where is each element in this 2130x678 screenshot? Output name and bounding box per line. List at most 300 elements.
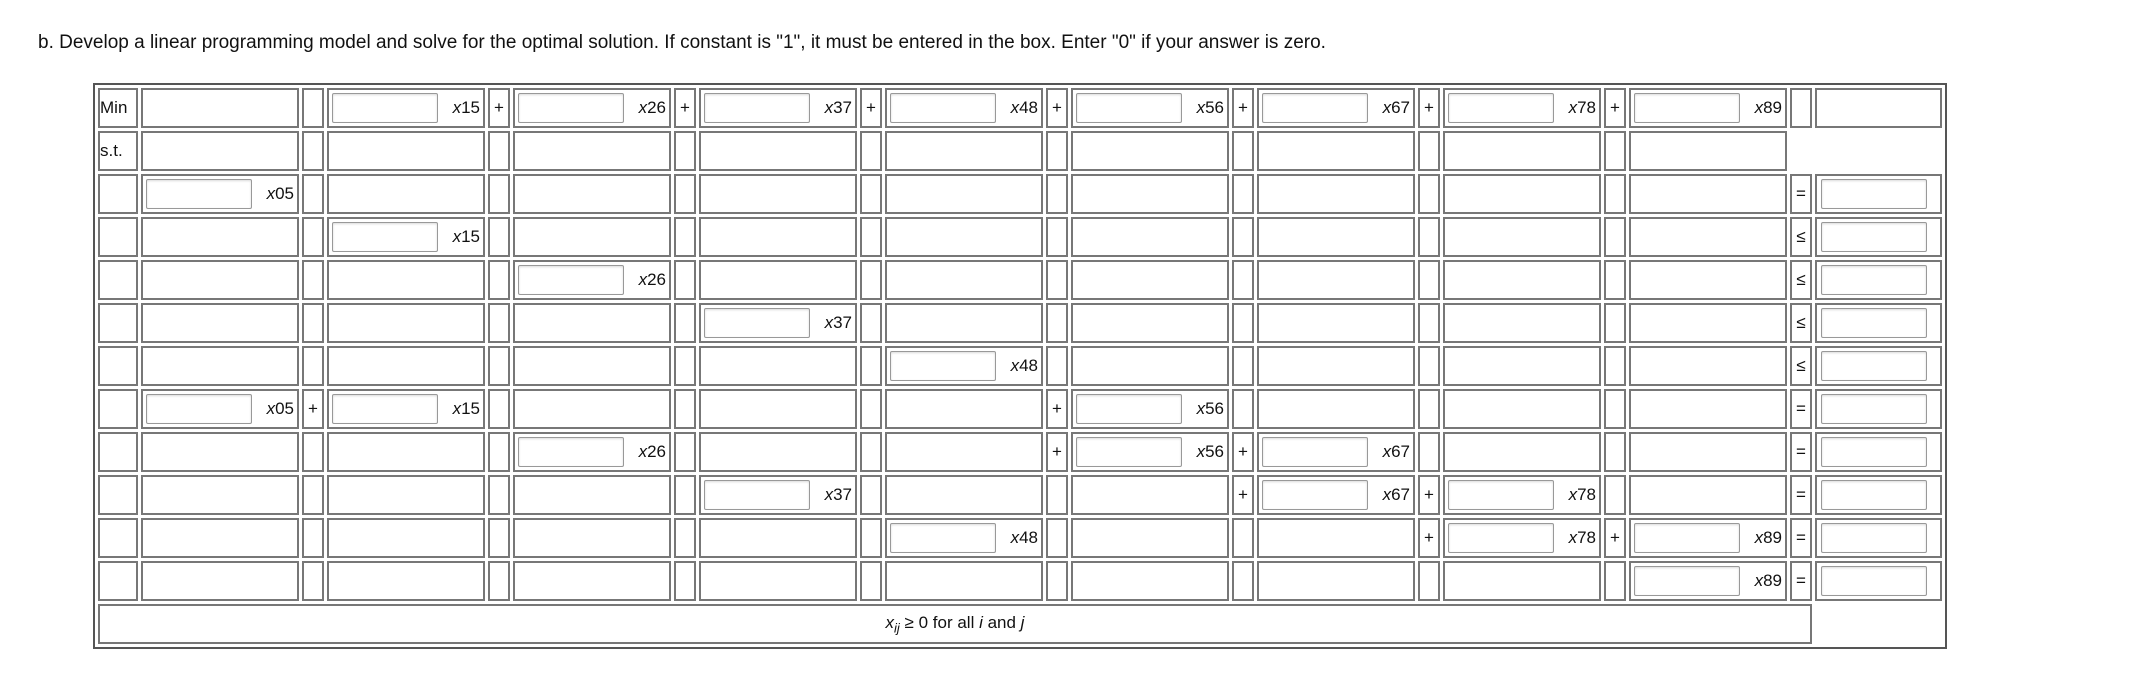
rhs-wrap xyxy=(1817,477,1940,513)
variable-index: 67 xyxy=(1391,485,1410,504)
relation-operator: = xyxy=(1790,561,1812,601)
empty-cell xyxy=(1257,518,1415,558)
variable-letter: x xyxy=(452,227,462,246)
empty-cell xyxy=(699,561,857,601)
empty-cell xyxy=(885,432,1043,472)
constraint-label-cell xyxy=(98,518,138,558)
constraint-6-x05-cell xyxy=(141,389,299,429)
op-cell xyxy=(488,561,510,601)
op-cell xyxy=(1418,432,1440,472)
empty-cell xyxy=(885,303,1043,343)
constraint-5-x48-cell xyxy=(885,346,1043,386)
op-cell xyxy=(674,217,696,257)
objective-x78-wrap xyxy=(1445,90,1599,126)
objective-x37-variable xyxy=(810,98,855,118)
constraint-9-x78-variable xyxy=(1554,528,1599,548)
objective-x78-cell xyxy=(1443,88,1601,128)
objective-x37-cell xyxy=(699,88,857,128)
objective-op-cell xyxy=(1790,88,1812,128)
objective-x89-wrap xyxy=(1631,90,1785,126)
constraint-7-x67-wrap xyxy=(1259,434,1413,470)
constraint-label-cell xyxy=(98,475,138,515)
constraint-8-rhs-cell xyxy=(1815,475,1942,515)
nonneg-text: ≥ 0 for all xyxy=(899,612,980,632)
relation-operator: = xyxy=(1790,518,1812,558)
empty-cell xyxy=(1629,389,1787,429)
constraint-3-x26-coefficient-input[interactable] xyxy=(518,265,624,295)
op-cell xyxy=(674,561,696,601)
op-cell xyxy=(488,217,510,257)
op-cell xyxy=(488,303,510,343)
variable-letter: x xyxy=(1196,399,1206,418)
op-cell xyxy=(1418,217,1440,257)
constraint-1-x05-coefficient-input[interactable] xyxy=(146,179,252,209)
constraint-5-rhs-cell xyxy=(1815,346,1942,386)
variable-letter: x xyxy=(266,399,276,418)
objective-x26-wrap xyxy=(515,90,669,126)
objective-x48-coefficient-input[interactable] xyxy=(890,93,996,123)
objective-x89-cell xyxy=(1629,88,1787,128)
constraint-7-x67-coefficient-input[interactable] xyxy=(1262,437,1368,467)
variable-index: 37 xyxy=(833,98,852,117)
variable-index: 05 xyxy=(275,184,294,203)
constraint-10-x89-wrap xyxy=(1631,563,1785,599)
constraint-1-rhs-cell xyxy=(1815,174,1942,214)
op-cell xyxy=(488,475,510,515)
objective-x78-coefficient-input[interactable] xyxy=(1448,93,1554,123)
objective-x67-wrap xyxy=(1259,90,1413,126)
constraint-7-x67-cell xyxy=(1257,432,1415,472)
variable-index: 89 xyxy=(1763,528,1782,547)
constraint-2-x15-coefficient-input[interactable] xyxy=(332,222,438,252)
empty-cell xyxy=(885,174,1043,214)
op-cell xyxy=(674,346,696,386)
op-cell xyxy=(1418,174,1440,214)
constraint-6-x56-coefficient-input[interactable] xyxy=(1076,394,1182,424)
variable-index: 78 xyxy=(1577,98,1596,117)
op-cell xyxy=(1046,561,1068,601)
objective-x15-variable xyxy=(438,98,483,118)
op-cell xyxy=(488,389,510,429)
empty-cell xyxy=(1629,174,1787,214)
objective-x48-variable xyxy=(996,98,1041,118)
objective-x15-cell xyxy=(327,88,485,128)
constraint-label-cell xyxy=(98,174,138,214)
op-cell xyxy=(1232,561,1254,601)
empty-cell xyxy=(327,174,485,214)
constraint-6-x15-cell xyxy=(327,389,485,429)
nonnegativity-statement xyxy=(98,604,1812,644)
constraint-label-cell xyxy=(98,217,138,257)
constraint-7-x26-cell xyxy=(513,432,671,472)
op-cell xyxy=(1604,475,1626,515)
constraint-7-x56-variable xyxy=(1182,442,1227,462)
plus-sign: + xyxy=(1046,432,1068,472)
plus-sign: + xyxy=(1418,475,1440,515)
op-cell xyxy=(860,561,882,601)
empty-cell xyxy=(1257,131,1415,171)
constraint-8-x67-variable xyxy=(1368,485,1413,505)
constraint-3-x26-wrap xyxy=(515,262,669,298)
objective-x15-coefficient-input[interactable] xyxy=(332,93,438,123)
empty-cell xyxy=(327,346,485,386)
variable-letter: x xyxy=(1382,442,1392,461)
empty-cell xyxy=(699,389,857,429)
op-cell xyxy=(860,518,882,558)
empty-cell xyxy=(1443,131,1601,171)
constraint-9-rhs-input[interactable] xyxy=(1821,523,1927,553)
op-cell xyxy=(860,174,882,214)
op-cell xyxy=(1604,561,1626,601)
variable-letter: x xyxy=(1010,356,1020,375)
constraint-4-x37-wrap xyxy=(701,305,855,341)
relation-operator: = xyxy=(1790,389,1812,429)
op-cell xyxy=(1604,432,1626,472)
constraint-4-rhs-input[interactable] xyxy=(1821,308,1927,338)
op-cell xyxy=(860,260,882,300)
variable-letter: x xyxy=(638,270,648,289)
relation-operator: ≤ xyxy=(1790,346,1812,386)
op-cell xyxy=(674,174,696,214)
constraint-label-cell xyxy=(98,260,138,300)
empty-cell xyxy=(1071,174,1229,214)
op-cell xyxy=(1604,260,1626,300)
rhs-wrap xyxy=(1817,348,1940,384)
constraint-7-rhs-input[interactable] xyxy=(1821,437,1927,467)
constraint-row-8 xyxy=(98,475,1942,515)
relation-operator: = xyxy=(1790,174,1812,214)
objective-x67-coefficient-input[interactable] xyxy=(1262,93,1368,123)
objective-x78-variable xyxy=(1554,98,1599,118)
empty-cell xyxy=(513,131,671,171)
empty-cell xyxy=(141,303,299,343)
objective-plus-sign: + xyxy=(1604,88,1626,128)
empty-cell xyxy=(1257,561,1415,601)
constraint-6-x05-coefficient-input[interactable] xyxy=(146,394,252,424)
objective-plus-sign: + xyxy=(860,88,882,128)
empty-cell xyxy=(327,561,485,601)
subject-to-row xyxy=(98,131,1942,171)
constraint-row-3 xyxy=(98,260,1942,300)
empty-cell xyxy=(699,432,857,472)
constraint-9-x78-coefficient-input[interactable] xyxy=(1448,523,1554,553)
constraint-9-x89-coefficient-input[interactable] xyxy=(1634,523,1740,553)
constraint-label-cell xyxy=(98,561,138,601)
empty-cell xyxy=(513,303,671,343)
op-cell xyxy=(302,518,324,558)
empty-cell xyxy=(141,475,299,515)
rhs-wrap xyxy=(1817,262,1940,298)
variable-index: 48 xyxy=(1019,98,1038,117)
constraint-7-x56-cell xyxy=(1071,432,1229,472)
op-cell xyxy=(1604,217,1626,257)
constraint-8-x37-coefficient-input[interactable] xyxy=(704,480,810,510)
empty-cell xyxy=(1443,303,1601,343)
lp-model-table xyxy=(93,83,1947,649)
rhs-wrap xyxy=(1817,520,1940,556)
variable-letter: x xyxy=(266,184,276,203)
empty-cell xyxy=(885,561,1043,601)
plus-sign: + xyxy=(1046,389,1068,429)
variable-letter: x xyxy=(824,98,834,117)
rhs-wrap xyxy=(1817,563,1940,599)
variable-letter: x xyxy=(452,98,462,117)
objective-op-cell xyxy=(302,88,324,128)
constraint-label-cell xyxy=(98,303,138,343)
op-cell xyxy=(1604,303,1626,343)
rhs-wrap xyxy=(1817,305,1940,341)
op-cell xyxy=(302,561,324,601)
variable-letter: x xyxy=(1568,98,1578,117)
variable-letter: x xyxy=(1754,98,1764,117)
empty-cell xyxy=(885,260,1043,300)
op-cell xyxy=(1046,475,1068,515)
empty-cell xyxy=(885,389,1043,429)
variable-index: 56 xyxy=(1205,442,1224,461)
variable-letter: x xyxy=(1754,571,1764,590)
op-cell xyxy=(302,432,324,472)
constraint-7-x56-coefficient-input[interactable] xyxy=(1076,437,1182,467)
empty-cell xyxy=(1071,561,1229,601)
constraint-7-x56-wrap xyxy=(1073,434,1227,470)
empty-cell xyxy=(1629,475,1787,515)
op-cell xyxy=(302,346,324,386)
empty-cell xyxy=(327,432,485,472)
objective-x67-variable xyxy=(1368,98,1413,118)
constraint-4-x37-coefficient-input[interactable] xyxy=(704,308,810,338)
empty-cell xyxy=(141,260,299,300)
empty-cell xyxy=(1257,217,1415,257)
objective-empty-cell xyxy=(141,88,299,128)
constraint-9-x78-cell xyxy=(1443,518,1601,558)
op-cell xyxy=(860,389,882,429)
constraint-4-rhs-cell xyxy=(1815,303,1942,343)
constraint-label-cell xyxy=(98,346,138,386)
constraint-10-x89-variable xyxy=(1740,571,1785,591)
op-cell xyxy=(860,346,882,386)
empty-cell xyxy=(1071,217,1229,257)
empty-cell xyxy=(513,389,671,429)
constraint-5-rhs-input[interactable] xyxy=(1821,351,1927,381)
empty-cell xyxy=(1443,561,1601,601)
variable-index: 56 xyxy=(1205,399,1224,418)
empty-cell xyxy=(1257,303,1415,343)
variable-index: 48 xyxy=(1019,356,1038,375)
constraint-6-x15-coefficient-input[interactable] xyxy=(332,394,438,424)
constraint-1-rhs-input[interactable] xyxy=(1821,179,1927,209)
variable-index: 48 xyxy=(1019,528,1038,547)
constraint-1-x05-variable xyxy=(252,184,297,204)
op-cell xyxy=(1046,217,1068,257)
op-cell xyxy=(1604,346,1626,386)
constraint-2-rhs-input[interactable] xyxy=(1821,222,1927,252)
constraint-4-x37-variable xyxy=(810,313,855,333)
constraint-5-x48-variable xyxy=(996,356,1041,376)
op-cell xyxy=(860,217,882,257)
empty-cell xyxy=(1629,217,1787,257)
variable-index: 15 xyxy=(461,399,480,418)
constraint-10-x89-cell xyxy=(1629,561,1787,601)
constraint-5-x48-coefficient-input[interactable] xyxy=(890,351,996,381)
empty-cell xyxy=(1443,217,1601,257)
objective-x26-cell xyxy=(513,88,671,128)
variable-letter: x xyxy=(1382,485,1392,504)
plus-sign: + xyxy=(1604,518,1626,558)
rhs-wrap xyxy=(1817,391,1940,427)
objective-rhs-empty xyxy=(1815,88,1942,128)
empty-cell xyxy=(513,475,671,515)
constraint-8-x78-wrap xyxy=(1445,477,1599,513)
objective-x26-coefficient-input[interactable] xyxy=(518,93,624,123)
constraint-8-rhs-input[interactable] xyxy=(1821,480,1927,510)
empty-cell xyxy=(1257,389,1415,429)
constraint-7-x26-variable xyxy=(624,442,669,462)
constraint-8-x37-variable xyxy=(810,485,855,505)
relation-operator: ≤ xyxy=(1790,260,1812,300)
variable-index: 37 xyxy=(833,313,852,332)
empty-cell xyxy=(302,131,324,171)
variable-index: 26 xyxy=(647,98,666,117)
objective-x56-wrap xyxy=(1073,90,1227,126)
plus-sign: + xyxy=(302,389,324,429)
empty-cell xyxy=(141,217,299,257)
constraint-7-x26-wrap xyxy=(515,434,669,470)
empty-cell xyxy=(327,475,485,515)
objective-label: Min xyxy=(98,88,138,128)
empty-cell xyxy=(141,346,299,386)
objective-x48-cell xyxy=(885,88,1043,128)
empty-cell xyxy=(1046,131,1068,171)
constraint-6-rhs-cell xyxy=(1815,389,1942,429)
empty-cell xyxy=(513,217,671,257)
variable-letter: x xyxy=(1754,528,1764,547)
empty-cell xyxy=(141,518,299,558)
op-cell xyxy=(860,432,882,472)
empty-cell xyxy=(327,260,485,300)
variable-letter: x xyxy=(1568,485,1578,504)
constraint-8-x78-variable xyxy=(1554,485,1599,505)
variable-index: 78 xyxy=(1577,528,1596,547)
op-cell xyxy=(302,303,324,343)
constraint-9-x48-coefficient-input[interactable] xyxy=(890,523,996,553)
objective-x67-cell xyxy=(1257,88,1415,128)
variable-letter: x xyxy=(1568,528,1578,547)
empty-cell xyxy=(1443,389,1601,429)
empty-cell xyxy=(513,561,671,601)
variable-index: 89 xyxy=(1763,571,1782,590)
constraint-3-rhs-cell xyxy=(1815,260,1942,300)
objective-plus-sign: + xyxy=(488,88,510,128)
objective-x56-variable xyxy=(1182,98,1227,118)
objective-x37-wrap xyxy=(701,90,855,126)
objective-x48-wrap xyxy=(887,90,1041,126)
constraint-6-x05-variable xyxy=(252,399,297,419)
op-cell xyxy=(302,217,324,257)
constraint-9-x89-variable xyxy=(1740,528,1785,548)
plus-sign: + xyxy=(1232,432,1254,472)
constraint-10-x89-coefficient-input[interactable] xyxy=(1634,566,1740,596)
constraint-6-x15-variable xyxy=(438,399,483,419)
op-cell xyxy=(1046,174,1068,214)
empty-cell xyxy=(885,475,1043,515)
constraint-9-x78-wrap xyxy=(1445,520,1599,556)
constraint-1-x05-cell xyxy=(141,174,299,214)
empty-cell xyxy=(513,174,671,214)
instruction-text: b. Develop a linear programming model and solve for the optimal solution. If constant is "1", it must be entered in the box. Enter "0" if your answer is zero. xyxy=(38,32,1326,53)
constraint-2-x15-variable xyxy=(438,227,483,247)
op-cell xyxy=(1604,389,1626,429)
empty-cell xyxy=(699,260,857,300)
constraint-7-rhs-cell xyxy=(1815,432,1942,472)
op-cell xyxy=(488,346,510,386)
objective-plus-sign: + xyxy=(1232,88,1254,128)
empty-cell xyxy=(699,131,857,171)
op-cell xyxy=(1232,303,1254,343)
constraint-6-x56-variable xyxy=(1182,399,1227,419)
constraint-4-x37-cell xyxy=(699,303,857,343)
empty-cell xyxy=(1443,260,1601,300)
constraint-7-x26-coefficient-input[interactable] xyxy=(518,437,624,467)
constraint-9-x89-cell xyxy=(1629,518,1787,558)
variable-letter: x xyxy=(452,399,462,418)
empty-cell xyxy=(488,131,510,171)
constraint-9-x48-wrap xyxy=(887,520,1041,556)
constraint-6-x56-wrap xyxy=(1073,391,1227,427)
empty-cell xyxy=(1629,432,1787,472)
constraint-9-x48-variable xyxy=(996,528,1041,548)
constraint-3-rhs-input[interactable] xyxy=(1821,265,1927,295)
op-cell xyxy=(488,260,510,300)
empty-cell xyxy=(1629,346,1787,386)
empty-cell xyxy=(699,217,857,257)
empty-cell xyxy=(674,131,696,171)
op-cell xyxy=(302,475,324,515)
objective-x56-cell xyxy=(1071,88,1229,128)
objective-x89-coefficient-input[interactable] xyxy=(1634,93,1740,123)
variable-index: 67 xyxy=(1391,442,1410,461)
op-cell xyxy=(674,475,696,515)
variable-letter: x xyxy=(638,98,648,117)
variable-letter: x xyxy=(1196,442,1206,461)
empty-cell xyxy=(1257,346,1415,386)
nonneg-and: and xyxy=(982,612,1021,632)
relation-operator: ≤ xyxy=(1790,217,1812,257)
constraint-8-x78-coefficient-input[interactable] xyxy=(1448,480,1554,510)
constraint-8-x67-cell xyxy=(1257,475,1415,515)
constraint-6-rhs-input[interactable] xyxy=(1821,394,1927,424)
nonneg-subscript: ij xyxy=(894,620,900,636)
op-cell xyxy=(1418,346,1440,386)
variable-letter: x xyxy=(1382,98,1392,117)
empty-cell xyxy=(1257,260,1415,300)
relation-operator: ≤ xyxy=(1790,303,1812,343)
constraint-10-rhs-input[interactable] xyxy=(1821,566,1927,596)
constraint-6-x56-cell xyxy=(1071,389,1229,429)
constraint-8-x67-coefficient-input[interactable] xyxy=(1262,480,1368,510)
rhs-wrap xyxy=(1817,219,1940,255)
constraint-9-x89-wrap xyxy=(1631,520,1785,556)
empty-cell xyxy=(1232,131,1254,171)
empty-cell xyxy=(141,131,299,171)
op-cell xyxy=(1418,303,1440,343)
objective-x37-coefficient-input[interactable] xyxy=(704,93,810,123)
empty-cell xyxy=(327,518,485,558)
op-cell xyxy=(1232,389,1254,429)
constraint-6-x15-wrap xyxy=(329,391,483,427)
objective-x56-coefficient-input[interactable] xyxy=(1076,93,1182,123)
empty-cell xyxy=(513,518,671,558)
empty-cell xyxy=(699,174,857,214)
